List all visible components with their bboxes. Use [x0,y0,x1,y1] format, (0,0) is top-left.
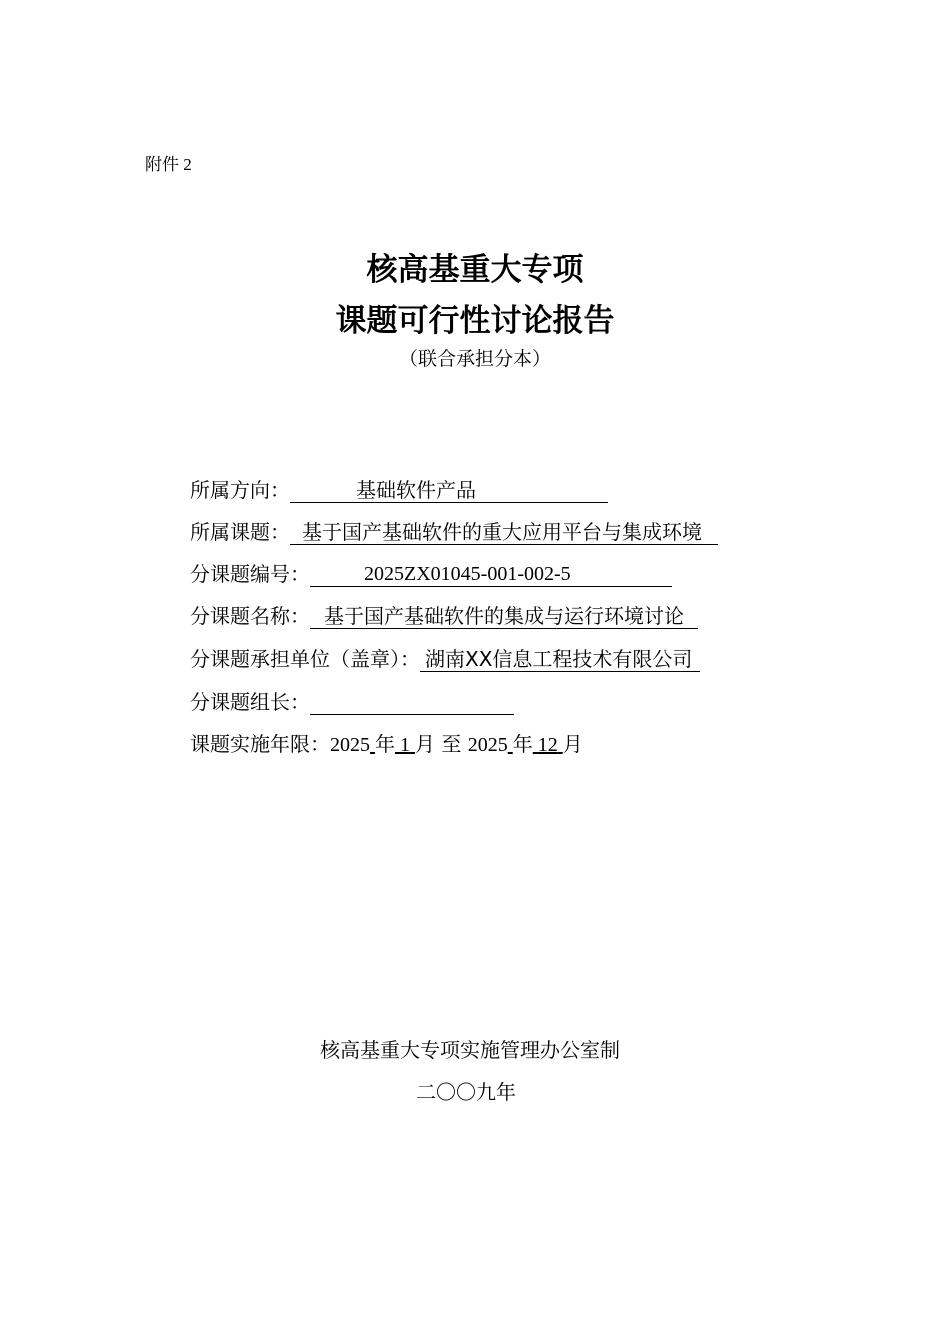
footer-issuer: 核高基重大专项实施管理办公室制 [320,1038,620,1062]
footer-year: 二〇〇九年 [416,1080,516,1104]
field-sub-leader-label: 分课题组长： [190,690,310,714]
period-year-char-2: 年 [512,732,533,756]
field-sub-name-value: 基于国产基础软件的集成与运行环境讨论 [310,605,698,629]
period-start-month: 1 [400,734,410,756]
field-sub-leader [190,686,514,715]
subtitle: （联合承担分本） [398,348,551,370]
implementation-period [190,728,583,757]
field-sub-unit-value: 湖南XX信息工程技术有限公司 [420,648,700,672]
field-sub-unit-label: 分课题承担单位（盖章）： [190,647,420,671]
period-year-char-1: 年 [375,732,395,756]
field-topic [190,516,718,545]
period-end-month: 12 [537,734,558,756]
field-sub-leader-value [310,691,514,715]
field-topic-value: 基于国产基础软件的重大应用平台与集成环境 [290,521,718,545]
period-to-char: 至 [441,732,462,756]
title-line-1: 核高基重大专项 [366,252,584,288]
field-direction-label: 所属方向： [190,478,290,502]
attachment-label: 附件 2 [145,155,192,174]
field-sub-unit [190,643,700,672]
field-sub-number-label: 分课题编号： [190,562,310,586]
field-direction [190,474,608,503]
field-sub-name [190,600,698,629]
field-sub-number [190,558,672,587]
field-direction-value: 基础软件产品 [290,479,608,503]
period-start-year: 2025 [330,734,370,756]
title-line-2: 课题可行性讨论报告 [335,303,615,339]
field-sub-number-value: 2025ZX01045-001-002-5 [310,563,672,587]
field-sub-name-label: 分课题名称： [190,604,310,628]
field-topic-label: 所属课题： [190,520,290,544]
period-month-char-1: 月 [415,732,435,756]
period-month-char-2: 月 [562,732,583,756]
period-label: 课题实施年限： [190,732,330,756]
period-end-year: 2025 [467,734,508,756]
